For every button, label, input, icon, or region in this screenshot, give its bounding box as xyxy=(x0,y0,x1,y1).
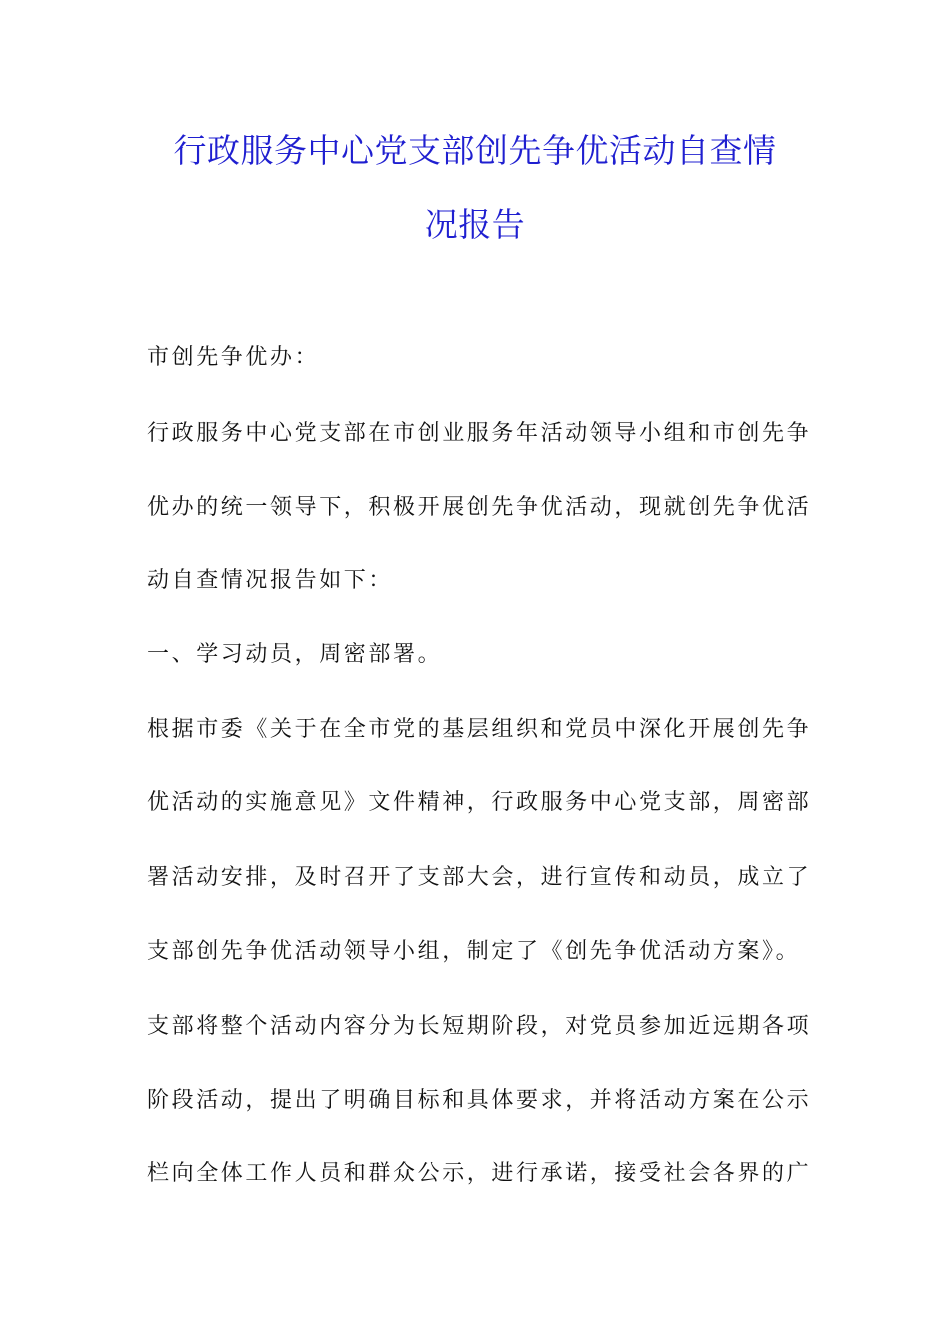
paragraph-line: 支部将整个活动内容分为长短期阶段，对党员参加近远期各项 xyxy=(147,1014,812,1039)
paragraph-line: 署活动安排，及时召开了支部大会，进行宣传和动员，成立了 xyxy=(147,865,812,890)
paragraph-line: 阶段活动，提出了明确目标和具体要求，并将活动方案在公示 xyxy=(147,1088,812,1113)
paragraph-line: 根据市委《关于在全市党的基层组织和党员中深化开展创先争 xyxy=(147,717,812,742)
paragraph-line: 动自查情况报告如下： xyxy=(147,568,394,593)
paragraph-line: 优活动的实施意见》文件精神，行政服务中心党支部，周密部 xyxy=(147,790,812,815)
paragraph-line: 优办的统一领导下，积极开展创先争优活动，现就创先争优活 xyxy=(147,495,812,520)
document-title-line-2: 况报告 xyxy=(424,205,526,244)
salutation: 市创先争优办： xyxy=(147,345,320,370)
paragraph-line: 支部创先争优活动领导小组，制定了《创先争优活动方案》。 xyxy=(147,939,801,964)
document-title-line-1: 行政服务中心党支部创先争优活动自查情 xyxy=(173,131,777,170)
section-heading: 一、学习动员，周密部署。 xyxy=(147,642,443,667)
paragraph-line: 栏向全体工作人员和群众公示，进行承诺，接受社会各界的广 xyxy=(147,1161,812,1186)
paragraph-line: 行政服务中心党支部在市创业服务年活动领导小组和市创先争 xyxy=(147,421,812,446)
